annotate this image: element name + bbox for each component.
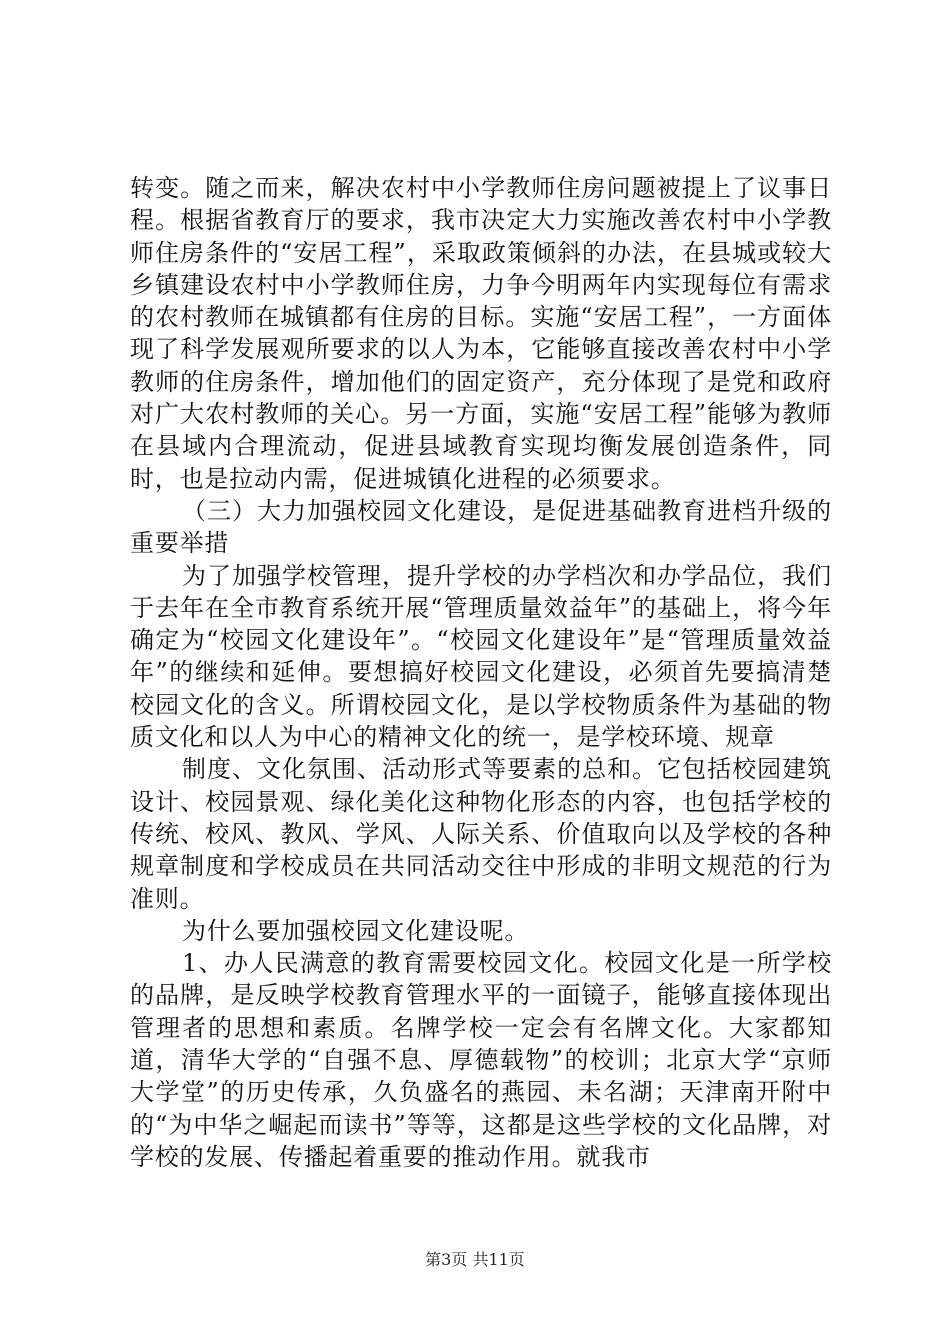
paragraph-campus-culture-scope: 制度、文化氛围、活动形式等要素的总和。它包括校园建筑设计、校园景观、绿化美化这种物化形态的内容，也包括学校的传统、校风、教风、学风、人际关系、价值取向以及学校的各种规章制度和学校成员在共同活动交往中形成的非明文规范的行为准则。 bbox=[130, 755, 832, 913]
paragraph-why-question: 为什么要加强校园文化建设呢。 bbox=[182, 916, 530, 945]
section-heading-campus-culture: （三）大力加强校园文化建设，是促进基础教育进档升级的重要举措 bbox=[130, 496, 832, 558]
page-number-footer: 第3页 共11页 bbox=[425, 1250, 525, 1269]
paragraph-point-one: 1、办人民满意的教育需要校园文化。校园文化是一所学校的品牌，是反映学校教育管理水平的一面镜子，能够直接体现出管理者的思想和素质。名牌学校一定会有名牌文化。大家都知道，清华大学的“自强不息、厚德载物”的校训；北京大学“京师大学堂”的历史传承，久负盛名的燕园、未名湖；天津南开附中的“为中华之崛起而读书”等等，这都是这些学校的文化品牌，对学校的发展、传播起着重要的推动作用。就我市 bbox=[130, 949, 832, 1171]
document-body bbox=[130, 172, 832, 1173]
paragraph-housing: 转变。随之而来，解决农村中小学教师住房问题被提上了议事日程。根据省教育厅的要求，我市决定大力实施改善农村中小学教师住房条件的“安居工程”，采取政策倾斜的办法，在县城或较大乡镇建设农村中小学教师住房，力争今明两年内实现每位有需求的农村教师在城镇都有住房的目标。实施“安居工程”，一方面体现了科学发展观所要求的以人为本，它能够直接改善农村中小学教师的住房条件，增加他们的固定资产，充分体现了是党和政府对广大农村教师的关心。另一方面，实施“安居工程”能够为教师在县域内合理流动，促进县域教育实现均衡发展创造条件，同时，也是拉动内需，促进城镇化进程的必须要求。 bbox=[130, 174, 832, 493]
paragraph-campus-culture-definition: 为了加强学校管理，提升学校的办学档次和办学品位，我们于去年在全市教育系统开展“管理质量效益年”的基础上，将今年确定为“校园文化建设年”。“校园文化建设年”是“管理质量效益年”的继续和延伸。要想搞好校园文化建设，必须首先要搞清楚校园文化的含义。所谓校园文化，是以学校物质条件为基础的物质文化和以人为中心的精神文化的统一，是学校环境、规章 bbox=[130, 561, 832, 752]
